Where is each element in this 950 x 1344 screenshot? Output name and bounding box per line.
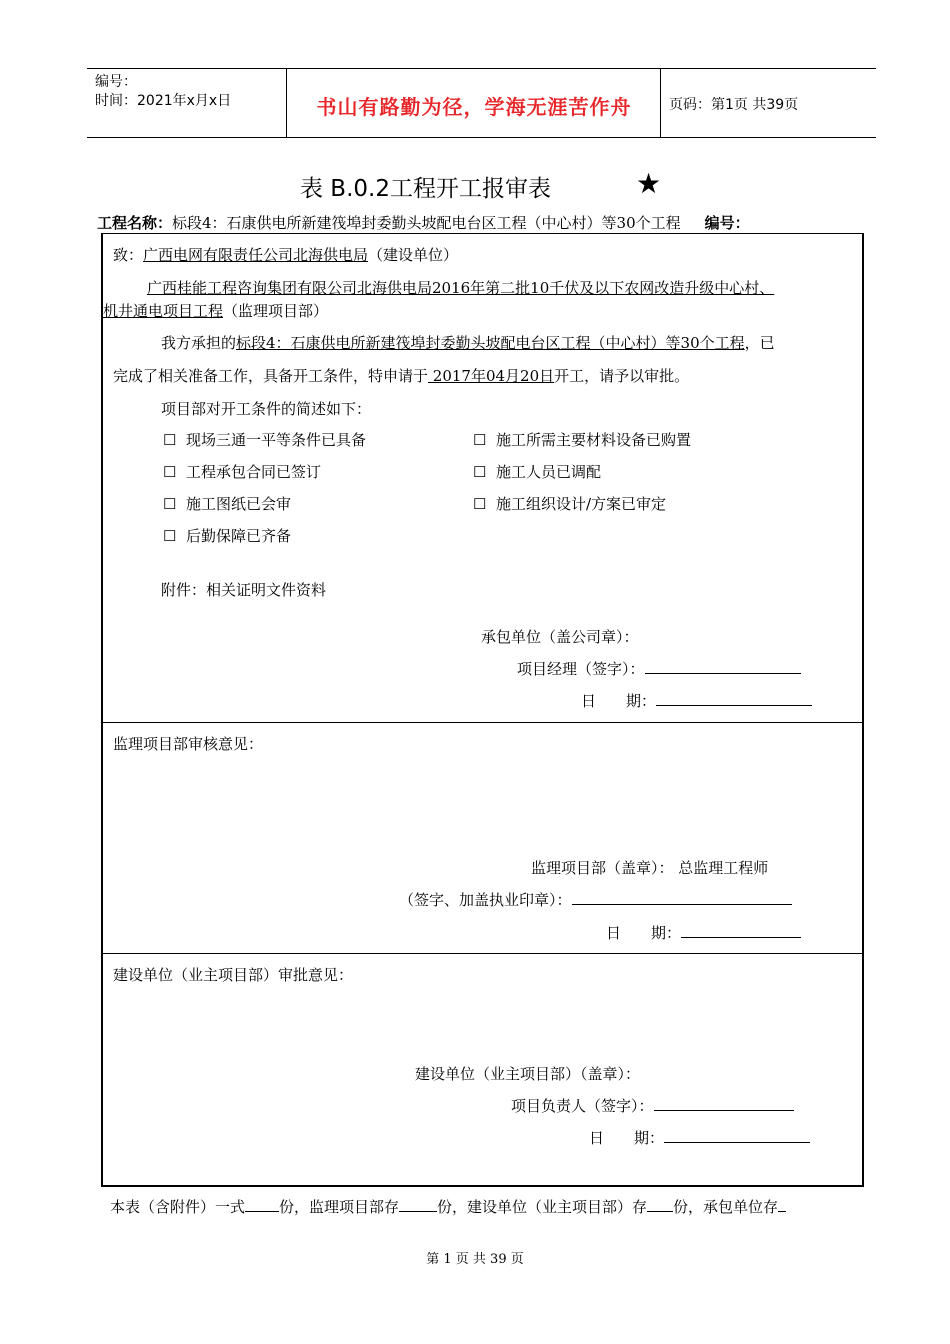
header-motto: 书山有路勤为径，学海无涯苦作舟 xyxy=(316,95,632,119)
checkbox-icon[interactable]: ☐ xyxy=(163,527,177,545)
contractor-date-field[interactable]: 日 期： xyxy=(581,690,812,711)
condition-item[interactable]: ☐ 施工图纸已会审 xyxy=(163,495,292,513)
star-icon: ★ xyxy=(636,167,662,200)
conditions-intro: 项目部对开工条件的简述如下： xyxy=(161,400,372,418)
supervisor-date-field[interactable]: 日 期： xyxy=(606,922,801,943)
header-time: 时间：2021年x月x日 xyxy=(95,93,232,109)
pm-sign-field[interactable]: 项目经理（签字）： xyxy=(517,658,801,679)
supervisor-seal-label: 监理项目部（盖章）： 总监理工程师 xyxy=(531,859,769,877)
form-table xyxy=(101,233,864,1187)
checkbox-icon[interactable]: ☐ xyxy=(473,495,487,513)
project-name-value: 标段4：石康供电所新建筏埠封委勤头坡配电台区工程（中心村）等30个工程 xyxy=(172,214,681,232)
section-divider xyxy=(103,722,862,723)
condition-item[interactable]: ☐ 施工人员已调配 xyxy=(473,463,602,481)
supervisor-review-heading: 监理项目部审核意见： xyxy=(113,735,264,753)
header-page: 页码：第1页 共39页 xyxy=(669,97,799,113)
application-body-line2: 完成了相关准备工作，具备开工条件，特申请于 2017年04月20日开工，请予以审批。 xyxy=(113,367,690,385)
header-number: 编号： xyxy=(95,74,137,90)
condition-item[interactable]: ☐ 后勤保障已齐备 xyxy=(163,527,292,545)
addressee-line: 致：广西电网有限责任公司北海供电局（建设单位） xyxy=(113,246,459,264)
start-date: 2017年04月20日 xyxy=(428,367,555,385)
condition-item[interactable]: ☐ 现场三通一平等条件已具备 xyxy=(163,431,367,449)
owner-sign-field[interactable]: 项目负责人（签字）： xyxy=(511,1095,794,1116)
copies-blank[interactable] xyxy=(647,1199,673,1212)
project-name-label: 工程名称： xyxy=(97,214,173,232)
chief-supervisor-sign-field[interactable]: （签字、加盖执业印章）： xyxy=(399,889,792,910)
owner-approval-heading: 建设单位（业主项目部）审批意见： xyxy=(113,966,354,984)
supervisor-org-line1: 广西桂能工程咨询集团有限公司北海供电局2016年第二批10千伏及以下农网改造升级中心村、 xyxy=(147,279,775,297)
section-divider xyxy=(103,953,862,954)
attachment-note: 附件：相关证明文件资料 xyxy=(161,581,327,599)
application-body-line1: 我方承担的标段4：石康供电所新建筏埠封委勤头坡配电台区工程（中心村）等30个工程，已 xyxy=(161,334,775,352)
page-header xyxy=(87,68,876,138)
page-footer: 第 1 页 共 39 页 xyxy=(426,1252,524,1267)
checkbox-icon[interactable]: ☐ xyxy=(473,431,487,449)
checkbox-icon[interactable]: ☐ xyxy=(163,463,177,481)
checkbox-icon[interactable]: ☐ xyxy=(163,495,177,513)
header-meta xyxy=(95,73,231,111)
applied-project: 标段4：石康供电所新建筏埠封委勤头坡配电台区工程（中心村）等30个工程 xyxy=(236,334,745,352)
document-title: 表 B.0.2工程开工报审表 xyxy=(300,176,551,202)
condition-item[interactable]: ☐ 施工组织设计/方案已审定 xyxy=(473,495,667,513)
checkbox-icon[interactable]: ☐ xyxy=(163,431,177,449)
copies-blank[interactable] xyxy=(245,1199,279,1212)
checkbox-icon[interactable]: ☐ xyxy=(473,463,487,481)
owner-seal-label: 建设单位（业主项目部）（盖章）： xyxy=(415,1065,641,1083)
copies-blank[interactable] xyxy=(399,1199,437,1212)
project-number-label: 编号： xyxy=(704,214,750,232)
contractor-seal-label: 承包单位（盖公司章）： xyxy=(481,628,639,646)
condition-item[interactable]: ☐ 施工所需主要材料设备已购置 xyxy=(473,431,692,449)
condition-item[interactable]: ☐ 工程承包合同已签订 xyxy=(163,463,322,481)
copies-note: 本表（含附件）一式 份，监理项目部存 份，建设单位（业主项目部）存 份，承包单位存 xyxy=(110,1196,786,1217)
copies-blank[interactable] xyxy=(778,1199,786,1212)
addressee-org: 广西电网有限责任公司北海供电局 xyxy=(143,246,369,264)
supervisor-org-line2: 机井通电项目工程（监理项目部） xyxy=(103,302,329,320)
project-name-line xyxy=(97,212,750,233)
owner-date-field[interactable]: 日 期： xyxy=(589,1127,810,1148)
